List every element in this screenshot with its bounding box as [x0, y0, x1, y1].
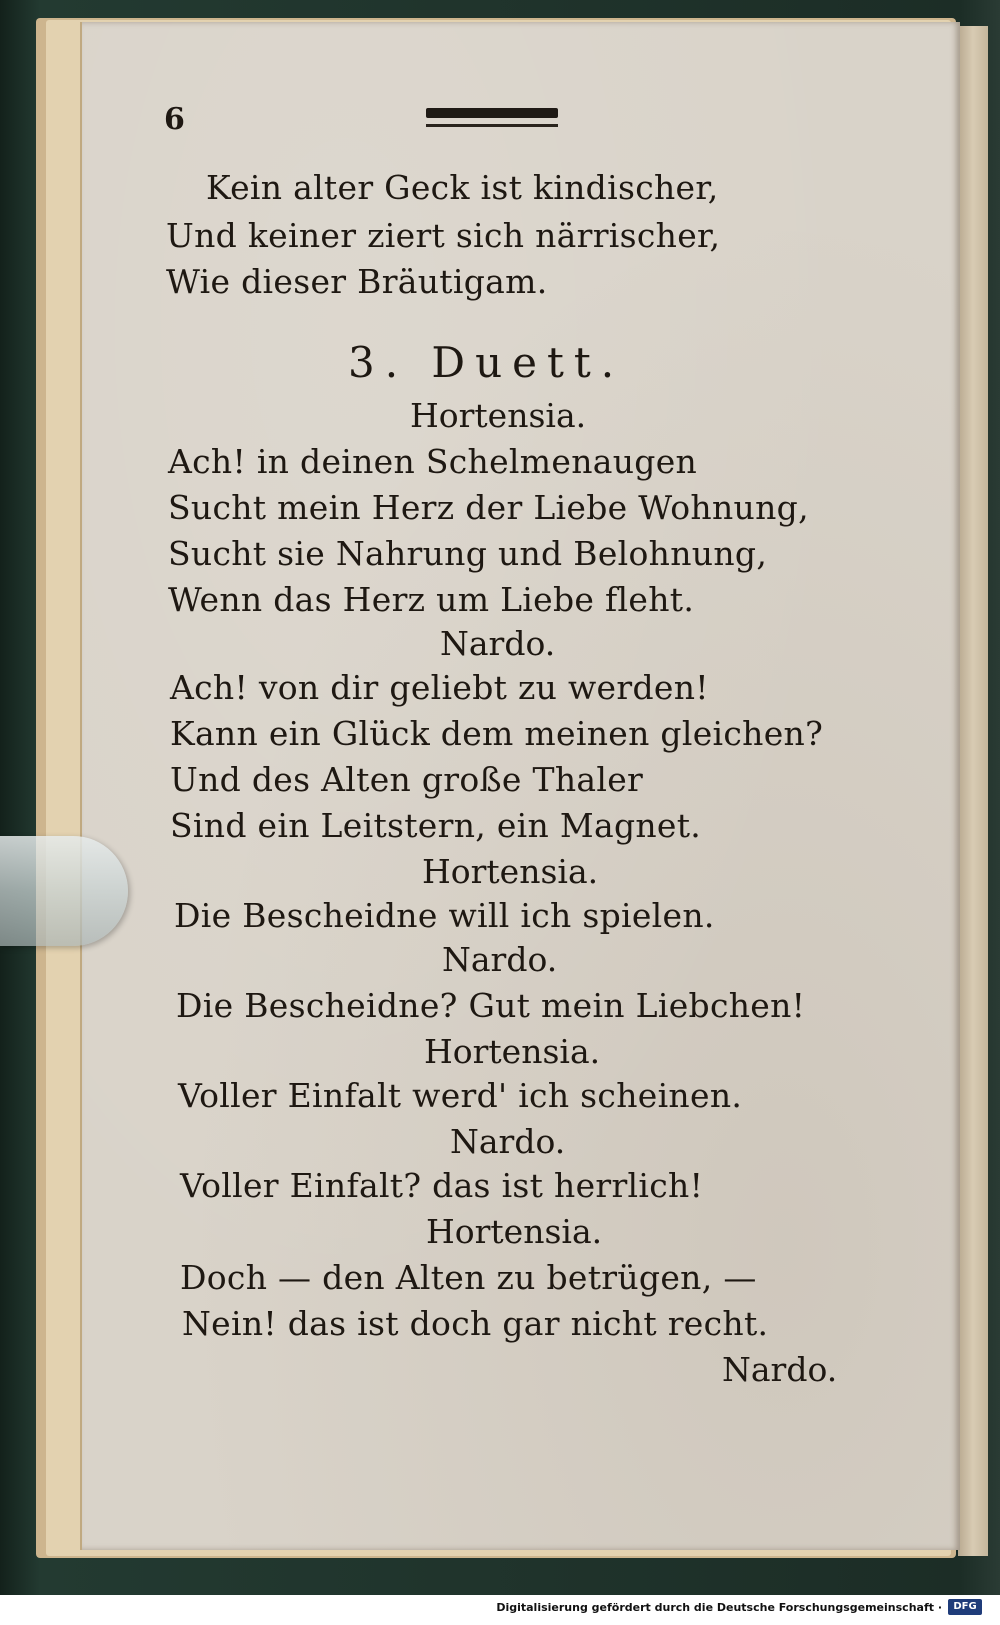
ornament-rule-thin	[426, 124, 558, 127]
speaker-name: Nardo.	[450, 1122, 566, 1161]
next-page-edge	[958, 26, 988, 1556]
text-line: Doch — den Alten zu betrügen, —	[180, 1258, 757, 1297]
dfg-logo: DFG	[948, 1599, 982, 1615]
speaker-name: Hortensia.	[422, 852, 599, 891]
ornament-rule	[426, 108, 558, 118]
speaker-name: Nardo.	[440, 624, 556, 663]
text-line: Voller Einfalt werd' ich scheinen.	[178, 1076, 743, 1115]
text-line: Und keiner ziert sich närrischer,	[166, 216, 721, 255]
text-line: Sucht sie Nahrung und Belohnung,	[168, 534, 768, 573]
text-line: Die Bescheidne? Gut mein Liebchen!	[176, 986, 806, 1025]
page-clip	[0, 836, 128, 946]
text-line: Sind ein Leitstern, ein Magnet.	[170, 806, 702, 845]
text-line: Ach! von dir geliebt zu werden!	[170, 668, 709, 707]
speaker-name: Hortensia.	[426, 1212, 603, 1251]
page-number: 6	[164, 102, 185, 137]
text-line: Und des Alten große Thaler	[170, 760, 644, 799]
speaker-name: Nardo.	[442, 940, 558, 979]
catchword: Nardo.	[722, 1350, 838, 1389]
text-line: Die Bescheidne will ich spielen.	[174, 896, 715, 935]
text-line: Kein alter Geck ist kindischer,	[206, 168, 719, 207]
speaker-name: Hortensia.	[410, 396, 587, 435]
text-line: Nein! das ist doch gar nicht recht.	[182, 1304, 769, 1343]
text-line: Sucht mein Herz der Liebe Wohnung,	[168, 488, 809, 527]
text-line: Ach! in deinen Schelmenaugen	[168, 442, 698, 481]
text-line: Voller Einfalt? das ist herrlich!	[180, 1166, 704, 1205]
speaker-name: Hortensia.	[424, 1032, 601, 1071]
text-line: Kann ein Glück dem meinen gleichen?	[170, 714, 824, 753]
text-line: Wie dieser Bräutigam.	[166, 262, 548, 301]
text-line: Wenn das Herz um Liebe fleht.	[168, 580, 695, 619]
section-heading: 3. Duett.	[348, 338, 625, 387]
footer-credit: Digitalisierung gefördert durch die Deutsche Forschungsgemeinschaft ·	[496, 1601, 942, 1614]
